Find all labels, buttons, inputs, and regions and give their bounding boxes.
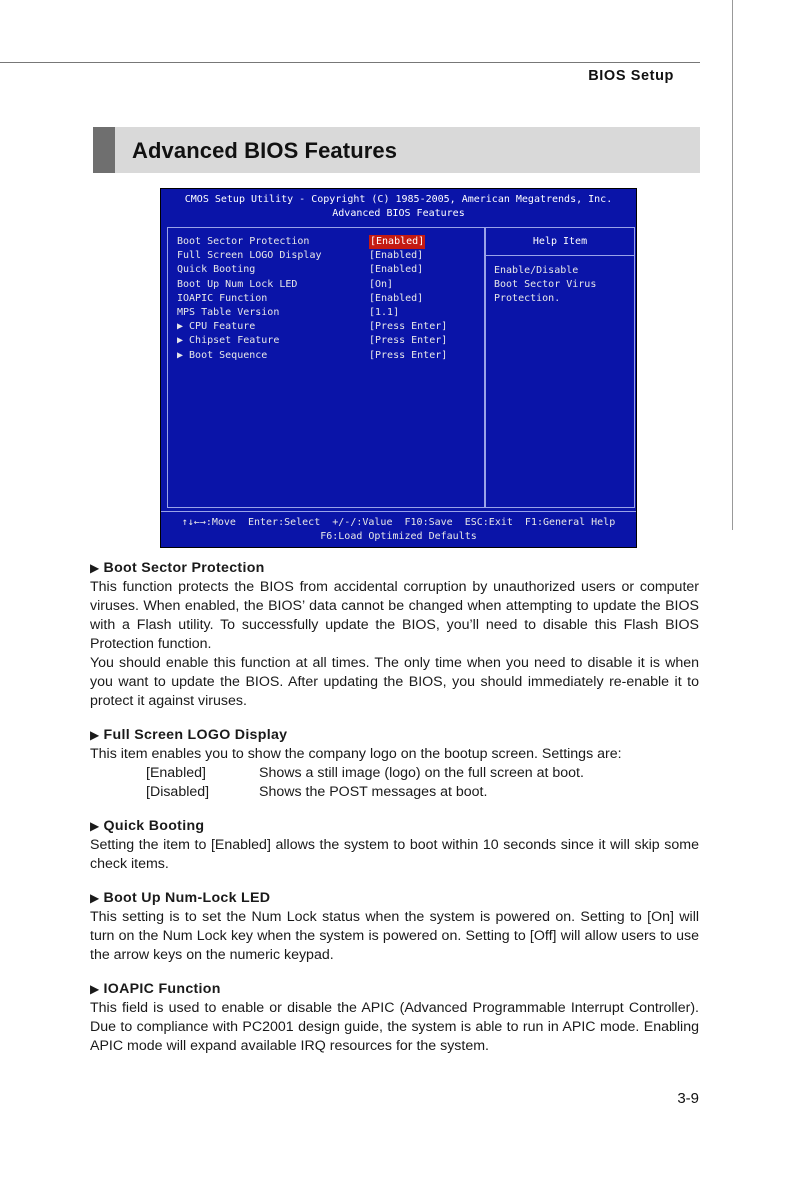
bios-item-label: Boot Up Num Lock LED <box>177 278 298 290</box>
section-heading <box>90 889 699 908</box>
section-heading <box>90 726 699 745</box>
bios-item-label: Full Screen LOGO Display <box>177 250 322 262</box>
bios-item-value[interactable]: [Enabled] <box>369 264 424 276</box>
bios-menu-item[interactable] <box>177 292 477 306</box>
manual-body <box>90 559 699 1071</box>
setting-option-key: [Enabled] <box>146 765 206 781</box>
section-heading-text: Quick Booting <box>103 818 205 834</box>
section-paragraph: You should enable this function at all times. The only time when you need to disable it is when you want to update the BIOS. After updating the BIOS, you should immediately re-enable it to protect it against viruses. <box>90 655 699 709</box>
section-banner <box>93 127 700 173</box>
page-number: 3-9 <box>677 1090 699 1107</box>
bios-help-panel <box>485 227 635 508</box>
bios-item-value[interactable]: [Enabled] <box>369 250 424 262</box>
bios-item-value[interactable]: [Press Enter] <box>369 349 448 361</box>
bios-menu-item[interactable] <box>177 263 477 277</box>
margin-rule <box>732 0 733 530</box>
manual-section <box>90 889 699 965</box>
bios-item-label: ▶ CPU Feature <box>177 321 256 333</box>
bios-menu-list <box>177 235 477 363</box>
setting-option-key: [Disabled] <box>146 784 210 800</box>
manual-section <box>90 817 699 874</box>
bios-menu-item[interactable] <box>177 306 477 320</box>
bios-screenshot <box>160 188 637 548</box>
play-arrow-icon: ▶ <box>90 561 100 575</box>
bios-menu-item[interactable] <box>177 278 477 292</box>
section-paragraph: This function protects the BIOS from accidental corruption by unauthorized users or computer viruses. When enabled, the BIOS’ data cannot be changed when attempting to update the BIOS with a Flash utility. To successfully update the BIOS, you’ll need to disable this Flash BIOS Protection function. <box>90 579 699 652</box>
section-heading-text: IOAPIC Function <box>103 981 221 997</box>
section-heading <box>90 980 699 999</box>
bios-item-value[interactable]: [1.1] <box>369 306 400 318</box>
bios-menu-item[interactable] <box>177 235 477 249</box>
bios-item-value[interactable]: [Press Enter] <box>369 335 448 347</box>
play-arrow-icon: ▶ <box>90 728 100 742</box>
bios-item-label: Quick Booting <box>177 264 256 276</box>
section-title: Advanced BIOS Features <box>132 138 398 163</box>
play-arrow-icon: ▶ <box>90 891 100 905</box>
bios-help-divider <box>486 255 634 256</box>
section-heading-text: Boot Up Num-Lock LED <box>103 890 271 906</box>
setting-option <box>146 783 699 802</box>
manual-section <box>90 559 699 711</box>
banner-accent-bar <box>93 127 115 173</box>
manual-section <box>90 980 699 1056</box>
section-paragraph: This field is used to enable or disable the APIC (Advanced Programmable Interrupt Controller). Due to compliance with PC2001 design guide, the system is able to run in APIC mode. Enabling APIC mode will expand available IRQ resources for the system. <box>90 1000 699 1054</box>
section-heading-text: Full Screen LOGO Display <box>103 727 288 743</box>
bios-item-value[interactable]: [On] <box>369 278 394 290</box>
setting-option-description: Shows a still image (logo) on the full screen at boot. <box>259 765 584 781</box>
bios-footer-keys: ↑↓←→:Move Enter:Select +/-/:Value F10:Save ESC:Exit F1:General Help <box>181 517 616 528</box>
bios-help-text: Enable/Disable Boot Sector Virus Protection. <box>494 265 597 305</box>
section-heading <box>90 817 699 836</box>
bios-menu-item[interactable] <box>177 320 477 334</box>
setting-option <box>146 764 699 783</box>
section-paragraph: This item enables you to show the company logo on the bootup screen. Settings are: <box>90 746 622 762</box>
bios-item-value[interactable]: [Press Enter] <box>369 321 448 333</box>
bios-item-value-selected[interactable]: [Enabled] <box>369 235 425 249</box>
bios-help-title: Help Item <box>532 236 588 247</box>
bios-item-label: MPS Table Version <box>177 306 280 318</box>
play-arrow-icon: ▶ <box>90 819 100 833</box>
bios-menu-item[interactable] <box>177 349 477 363</box>
section-heading-text: Boot Sector Protection <box>103 560 265 576</box>
bios-title-line: CMOS Setup Utility - Copyright (C) 1985-2005, American Megatrends, Inc. <box>184 194 613 205</box>
bios-footer-defaults: F6:Load Optimized Defaults <box>320 531 477 542</box>
running-header: BIOS Setup <box>588 68 674 84</box>
setting-option-description: Shows the POST messages at boot. <box>259 784 488 800</box>
manual-section <box>90 726 699 802</box>
bios-item-label: IOAPIC Function <box>177 292 268 304</box>
bios-item-label: Boot Sector Protection <box>177 236 310 247</box>
bios-item-label: ▶ Chipset Feature <box>177 335 280 347</box>
play-arrow-icon: ▶ <box>90 982 100 996</box>
bios-item-label: ▶ Boot Sequence <box>177 349 268 361</box>
bios-menu-item[interactable] <box>177 249 477 263</box>
header-rule <box>0 62 700 63</box>
bios-footer-divider <box>161 511 636 512</box>
bios-item-value[interactable]: [Enabled] <box>369 292 424 304</box>
section-paragraph: Setting the item to [Enabled] allows the system to boot within 10 seconds since it will skip some check items. <box>90 837 699 872</box>
section-heading <box>90 559 699 578</box>
bios-subtitle: Advanced BIOS Features <box>332 208 465 219</box>
bios-menu-item[interactable] <box>177 334 477 348</box>
section-paragraph: This setting is to set the Num Lock status when the system is powered on. Setting to [On] will turn on the Num Lock key when the system is powered on. Setting to [Off] will allow users to use the arrow keys on the numeric keypad. <box>90 909 699 963</box>
